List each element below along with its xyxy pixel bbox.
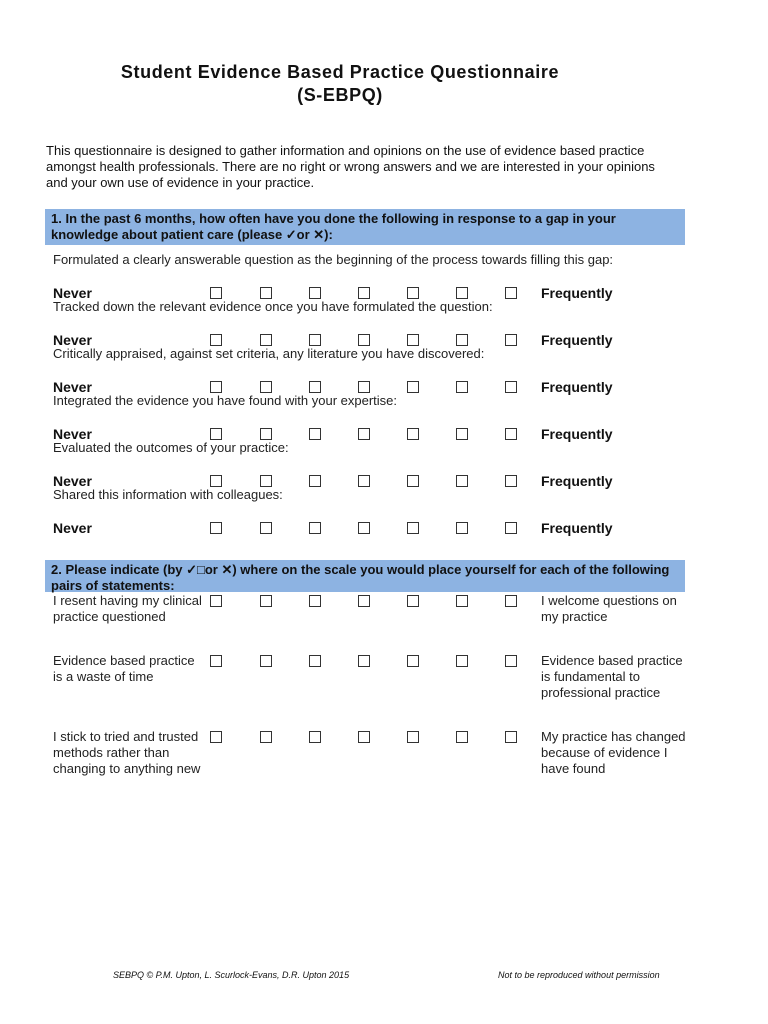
high-label: Frequently <box>541 379 613 395</box>
rating-checkbox[interactable] <box>456 334 468 346</box>
rating-checkbox[interactable] <box>358 595 370 607</box>
rating-checkbox[interactable] <box>358 522 370 534</box>
item-statement: Tracked down the relevant evidence once you have formulated the question: <box>53 299 493 314</box>
title: Student Evidence Based Practice Questionnaire <box>120 62 560 82</box>
rating-checkbox[interactable] <box>210 334 222 346</box>
rating-checkbox[interactable] <box>505 287 517 299</box>
rating-checkbox[interactable] <box>260 522 272 534</box>
rating-checkbox[interactable] <box>456 381 468 393</box>
footer-notice: Not to be reproduced without permission <box>498 970 660 980</box>
rating-checkbox[interactable] <box>505 428 517 440</box>
left-statement: Evidence based practice is a waste of time <box>53 653 195 684</box>
rating-checkbox[interactable] <box>407 287 419 299</box>
rating-checkbox[interactable] <box>456 595 468 607</box>
right-statement: My practice has changed because of evidence I have found <box>541 729 686 776</box>
high-label: Frequently <box>541 426 613 442</box>
rating-checkbox[interactable] <box>309 522 321 534</box>
rating-checkbox[interactable] <box>210 287 222 299</box>
rating-checkbox[interactable] <box>456 655 468 667</box>
low-label: Never <box>53 379 92 395</box>
high-label: Frequently <box>541 520 613 536</box>
rating-checkbox[interactable] <box>260 428 272 440</box>
rating-checkbox[interactable] <box>505 522 517 534</box>
rating-checkbox[interactable] <box>309 428 321 440</box>
rating-checkbox[interactable] <box>260 334 272 346</box>
rating-checkbox[interactable] <box>456 428 468 440</box>
rating-checkbox[interactable] <box>358 428 370 440</box>
low-label: Never <box>53 285 92 301</box>
rating-checkbox[interactable] <box>260 655 272 667</box>
rating-checkbox[interactable] <box>505 595 517 607</box>
left-statement: I stick to tried and trusted methods rather than changing to anything new <box>53 729 201 776</box>
rating-checkbox[interactable] <box>505 731 517 743</box>
rating-checkbox[interactable] <box>407 334 419 346</box>
rating-checkbox[interactable] <box>309 381 321 393</box>
rating-checkbox[interactable] <box>260 381 272 393</box>
rating-checkbox[interactable] <box>358 475 370 487</box>
item-statement: Integrated the evidence you have found with your expertise: <box>53 393 397 408</box>
item-statement: Shared this information with colleagues: <box>53 487 283 502</box>
rating-checkbox[interactable] <box>260 595 272 607</box>
rating-checkbox[interactable] <box>260 475 272 487</box>
rating-checkbox[interactable] <box>358 731 370 743</box>
rating-checkbox[interactable] <box>210 428 222 440</box>
rating-checkbox[interactable] <box>309 334 321 346</box>
low-label: Never <box>53 426 92 442</box>
rating-checkbox[interactable] <box>358 334 370 346</box>
low-label: Never <box>53 520 92 536</box>
rating-checkbox[interactable] <box>456 287 468 299</box>
rating-checkbox[interactable] <box>456 731 468 743</box>
high-label: Frequently <box>541 473 613 489</box>
rating-checkbox[interactable] <box>260 287 272 299</box>
rating-checkbox[interactable] <box>210 655 222 667</box>
rating-checkbox[interactable] <box>407 731 419 743</box>
rating-checkbox[interactable] <box>210 595 222 607</box>
rating-checkbox[interactable] <box>210 731 222 743</box>
item-statement: Formulated a clearly answerable question as the beginning of the process towards filling this gap: <box>53 252 614 267</box>
footer-copyright: SEBPQ © P.M. Upton, L. Scurlock-Evans, D.R. Upton 2015 <box>113 970 350 980</box>
low-label: Never <box>53 332 92 348</box>
rating-checkbox[interactable] <box>309 595 321 607</box>
section1-header: 1. In the past 6 months, how often have you done the following in response to a gap in your knowledge about patient care (please ✓or ✕): <box>45 209 685 245</box>
intro-text: This questionnaire is designed to gather information and opinions on the use of evidence based practice amongst health professionals. There are no right or wrong answers and we are interested in your opinions and your own use of evidence in your practice. <box>46 143 655 190</box>
right-statement: Evidence based practice is fundamental to professional practice <box>541 653 683 700</box>
high-label: Frequently <box>541 285 613 301</box>
rating-checkbox[interactable] <box>407 522 419 534</box>
rating-checkbox[interactable] <box>407 475 419 487</box>
rating-checkbox[interactable] <box>260 731 272 743</box>
rating-checkbox[interactable] <box>309 655 321 667</box>
high-label: Frequently <box>541 332 613 348</box>
rating-checkbox[interactable] <box>358 655 370 667</box>
subtitle: (S-EBPQ) <box>297 85 383 105</box>
rating-checkbox[interactable] <box>407 381 419 393</box>
rating-checkbox[interactable] <box>505 655 517 667</box>
item-statement: Evaluated the outcomes of your practice: <box>53 440 289 455</box>
rating-checkbox[interactable] <box>456 475 468 487</box>
rating-checkbox[interactable] <box>309 287 321 299</box>
rating-checkbox[interactable] <box>210 381 222 393</box>
rating-checkbox[interactable] <box>505 381 517 393</box>
rating-checkbox[interactable] <box>407 595 419 607</box>
rating-checkbox[interactable] <box>210 475 222 487</box>
rating-checkbox[interactable] <box>505 334 517 346</box>
rating-checkbox[interactable] <box>358 287 370 299</box>
item-statement: Critically appraised, against set criteria, any literature you have discovered: <box>53 346 485 361</box>
rating-checkbox[interactable] <box>210 522 222 534</box>
rating-checkbox[interactable] <box>358 381 370 393</box>
section2-header: 2. Please indicate (by ✓□or ✕) where on the scale you would place yourself for each of the following pairs of statements: <box>45 560 685 592</box>
low-label: Never <box>53 473 92 489</box>
rating-checkbox[interactable] <box>309 475 321 487</box>
right-statement: I welcome questions on my practice <box>541 593 677 624</box>
left-statement: I resent having my clinical practice questioned <box>53 593 202 624</box>
rating-checkbox[interactable] <box>309 731 321 743</box>
rating-checkbox[interactable] <box>456 522 468 534</box>
rating-checkbox[interactable] <box>407 428 419 440</box>
rating-checkbox[interactable] <box>407 655 419 667</box>
rating-checkbox[interactable] <box>505 475 517 487</box>
